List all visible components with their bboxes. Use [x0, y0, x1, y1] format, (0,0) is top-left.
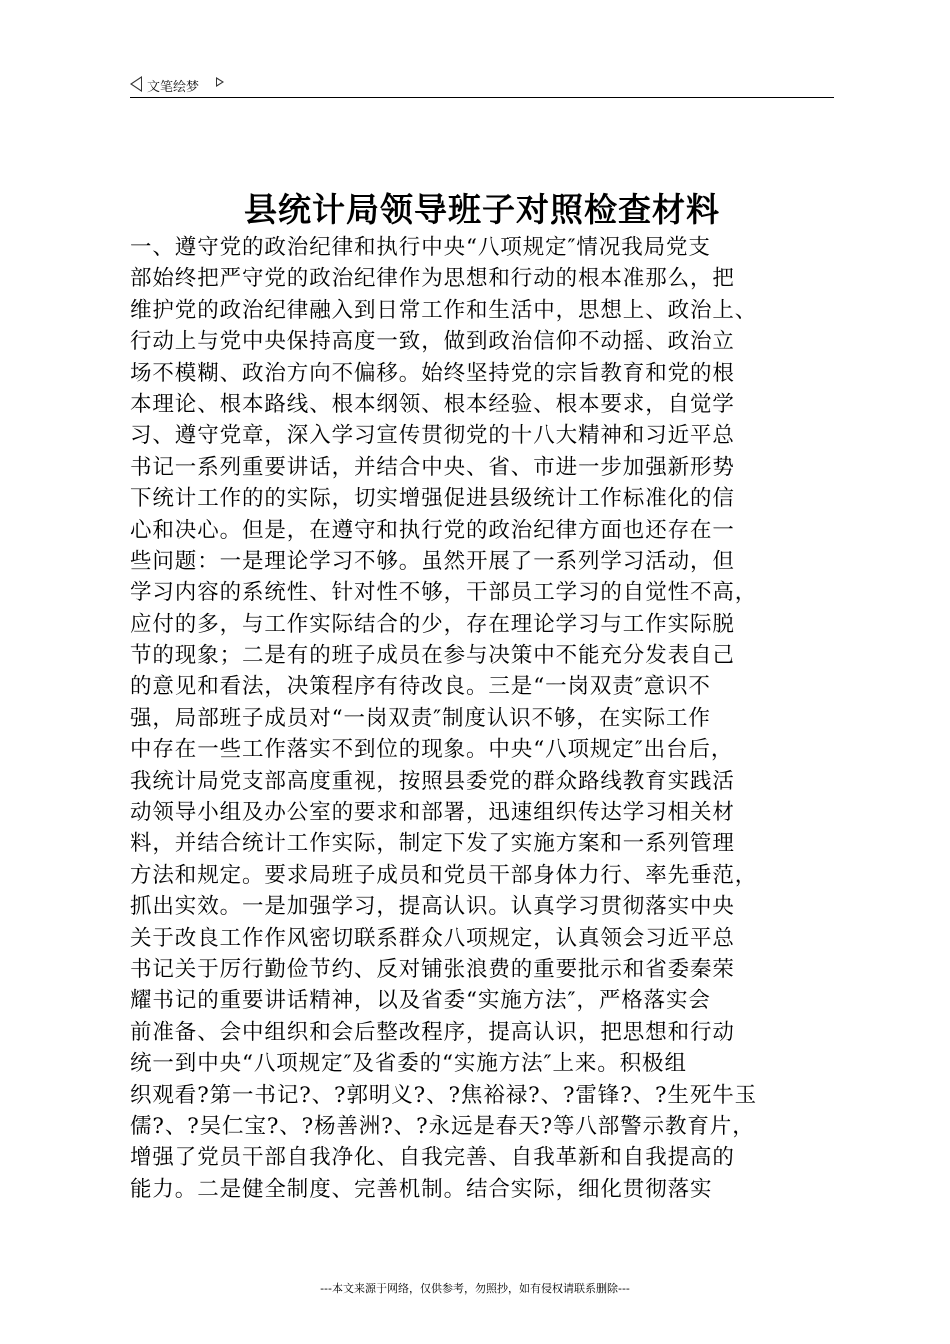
page-header — [130, 74, 834, 96]
body-text-line: 的意见和看法，决策程序有待改良。三是“一岗双责″意识不 — [130, 674, 711, 700]
body-text-line: 习、遵守党章，深入学习宣传贯彻党的十八大精神和习近平总 — [130, 423, 735, 449]
document-title: 县统计局领导班子对照检查材料 — [244, 190, 720, 229]
body-text-line: 方法和规定。要求局班子成员和党员干部身体力行、率先垂范， — [130, 862, 758, 888]
body-text-line: 耀书记的重要讲话精神，以及省委“实施方法″，严格落实会 — [130, 988, 711, 1014]
body-text-line: 下统计工作的的实际，切实增强促进县级统计工作标准化的信 — [130, 486, 735, 512]
body-text-line: 书记关于厉行勤俭节约、反对铺张浪费的重要批示和省委秦荣 — [130, 956, 735, 982]
body-text-line: 动领导小组及办公室的要求和部署，迅速组织传达学习相关材 — [130, 800, 735, 826]
body-text-line: 书记一系列重要讲话，并结合中央、省、市进一步加强新形势 — [130, 454, 735, 480]
body-text-line: 强，局部班子成员对“一岗双责″制度认识不够，在实际工作 — [130, 705, 711, 731]
document-body — [130, 232, 840, 1205]
body-text-line: 维护党的政治纪律融入到日常工作和生活中，思想上、政治上、 — [130, 297, 758, 323]
body-text-line: 能力。二是健全制度、完善机制。结合实际，细化贯彻落实 — [130, 1176, 713, 1202]
header-brand: 文笔绘梦 — [147, 80, 200, 95]
body-text-line: 学习内容的系统性、针对性不够，干部员工学习的自觉性不高， — [130, 580, 758, 606]
body-text-line: 关于改良工作作风密切联系群众八项规定，认真领会习近平总 — [130, 925, 735, 951]
body-text-line: 应付的多，与工作实际结合的少，存在理论学习与工作实际脱 — [130, 611, 735, 637]
body-text-line: 织观看?第一书记?、?郭明义?、?焦裕禄?、?雷锋?、?生死牛玉 — [130, 1082, 758, 1108]
body-text-line: 料，并结合统计工作实际，制定下发了实施方案和一系列管理 — [130, 831, 735, 857]
body-text-line: 中存在一些工作落实不到位的现象。中央“八项规定″出台后， — [130, 737, 734, 763]
body-text-line: 增强了党员干部自我净化、自我完善、自我革新和自我提高的 — [130, 1145, 735, 1171]
header-divider — [130, 97, 834, 98]
body-text-line: 行动上与党中央保持高度一致，做到政治信仰不动摇、政治立 — [130, 329, 735, 355]
triangle-right-icon — [216, 77, 224, 87]
body-text-line: 心和决心。但是，在遵守和执行党的政治纪律方面也还存在一 — [130, 517, 735, 543]
body-text-line: 些问题：一是理论学习不够。虽然开展了一系列学习活动，但 — [130, 548, 735, 574]
body-text-line: 儒?、?吴仁宝?、?杨善洲?、?永远是春天?等八部警示教育片， — [130, 1113, 755, 1139]
body-text-line: 本理论、根本路线、根本纲领、根本经验、根本要求，自觉学 — [130, 391, 735, 417]
body-text-line: 一、遵守党的政治纪律和执行中央“八项规定″情况我局党支 — [130, 235, 711, 260]
body-text-line: 前准备、会中组织和会后整改程序，提高认识，把思想和行动 — [130, 1019, 735, 1045]
body-text-line: 部始终把严守党的政治纪律作为思想和行动的根本准那么，把 — [130, 266, 735, 292]
body-text-line: 我统计局党支部高度重视，按照县委党的群众路线教育实践活 — [130, 768, 735, 794]
body-text-line: 抓出实效。一是加强学习，提高认识。认真学习贯彻落实中央 — [130, 894, 735, 920]
footer-notice: ---本文来源于网络，仅供参考，勿照抄，如有侵权请联系删除--- — [320, 1282, 630, 1295]
body-text-line: 统一到中央“八项规定″及省委的“实施方法″上来。积极组 — [130, 1051, 687, 1077]
body-text-line: 场不模糊、政治方向不偏移。始终坚持党的宗旨教育和党的根 — [130, 360, 735, 386]
triangle-left-icon — [130, 76, 142, 92]
body-text-line: 节的现象；二是有的班子成员在参与决策中不能充分发表自己 — [130, 643, 735, 669]
